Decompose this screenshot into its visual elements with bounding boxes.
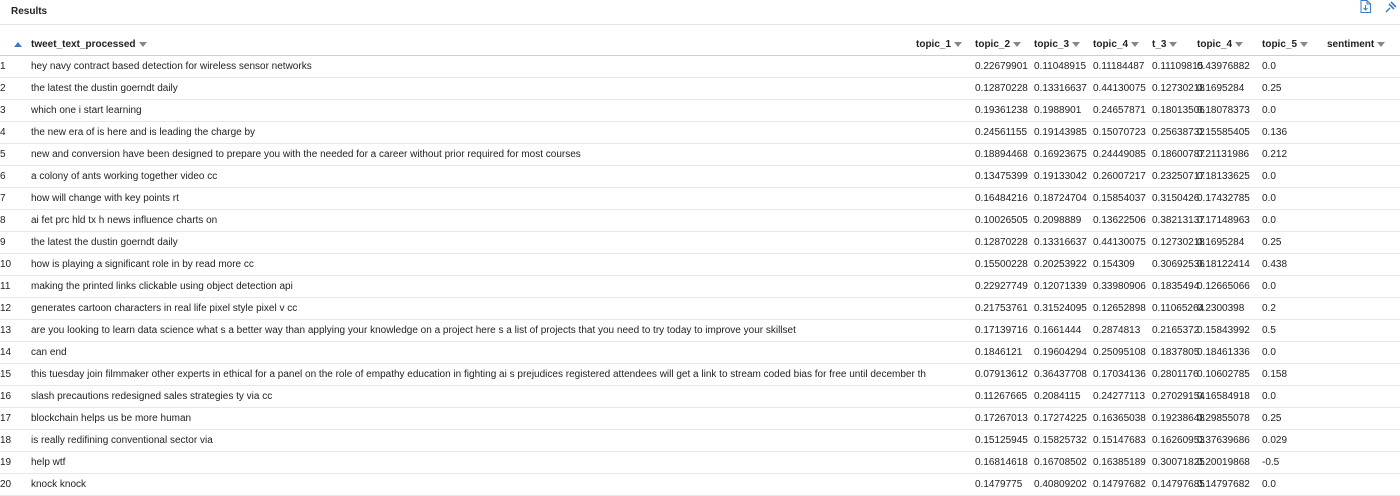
sentiment-cell xyxy=(1327,56,1400,78)
header-row xyxy=(0,33,1400,56)
topic-5-cell: 0.25 xyxy=(1262,78,1327,100)
t-3-cell: 0.30071825 xyxy=(1152,452,1197,474)
topic-5-cell: 0.158 xyxy=(1262,364,1327,386)
results-header xyxy=(0,0,1400,25)
topic-4-cell: 0.25095108 xyxy=(1093,342,1152,364)
topic-5-cell: 0.0 xyxy=(1262,474,1327,496)
topic-3-cell: 0.11048915 xyxy=(1034,56,1093,78)
sentiment-cell xyxy=(1327,342,1400,364)
topic-1-cell xyxy=(916,430,975,452)
topic-2-cell: 0.1846121 xyxy=(975,342,1034,364)
column-header-label: topic_2 xyxy=(975,38,1011,50)
column-header-label: topic_4 xyxy=(1093,38,1129,50)
table-row[interactable] xyxy=(0,100,1400,122)
t-3-cell: 0.12730218 xyxy=(1152,78,1197,100)
topic-4b-cell: 0.18078373 xyxy=(1197,100,1262,122)
topic-4-cell: 0.12652898 xyxy=(1093,298,1152,320)
t-3-cell: 0.19238648 xyxy=(1152,408,1197,430)
row-index: 13 xyxy=(0,320,31,342)
topic-4-cell: 0.26007217 xyxy=(1093,166,1152,188)
topic-2-cell: 0.12870228 xyxy=(975,78,1034,100)
row-index: 4 xyxy=(0,122,31,144)
t-3-cell: 0.25638732 xyxy=(1152,122,1197,144)
topic-4-cell: 0.2874813 xyxy=(1093,320,1152,342)
topic-4b-cell: 0.16584918 xyxy=(1197,386,1262,408)
table-row[interactable] xyxy=(0,452,1400,474)
topic-3-cell: 0.15825732 xyxy=(1034,430,1093,452)
row-index: 20 xyxy=(0,474,31,496)
row-index: 1 xyxy=(0,56,31,78)
tweet-text-cell: a colony of ants working together video cc xyxy=(31,166,916,188)
topic-3-cell: 0.1988901 xyxy=(1034,100,1093,122)
table-row[interactable] xyxy=(0,320,1400,342)
tweet-text-cell: this tuesday join filmmaker other experts in ethical for a panel on the role of empathy education in fighting ai s prejudices registered attendees will get a link to stream coded bias for free until december th xyxy=(31,364,916,386)
row-index: 19 xyxy=(0,452,31,474)
table-row[interactable] xyxy=(0,188,1400,210)
topic-3-cell: 0.16923675 xyxy=(1034,144,1093,166)
topic-4-cell: 0.44130075 xyxy=(1093,78,1152,100)
t-3-cell: 0.1835494 xyxy=(1152,276,1197,298)
column-header-label: topic_5 xyxy=(1262,38,1298,50)
t-3-cell: 0.27029154 xyxy=(1152,386,1197,408)
table-row[interactable] xyxy=(0,78,1400,100)
topic-1-cell xyxy=(916,210,975,232)
export-icon[interactable] xyxy=(1360,0,1374,14)
topic-3-cell: 0.31524095 xyxy=(1034,298,1093,320)
topic-3-cell: 0.19143985 xyxy=(1034,122,1093,144)
row-index: 9 xyxy=(0,232,31,254)
chevron-down-icon[interactable] xyxy=(139,42,147,47)
topic-3-cell: 0.19604294 xyxy=(1034,342,1093,364)
topic-5-cell: 0.5 xyxy=(1262,320,1327,342)
row-index: 12 xyxy=(0,298,31,320)
column-header-label: topic_1 xyxy=(916,38,952,50)
topic-5-cell: 0.0 xyxy=(1262,100,1327,122)
chevron-down-icon[interactable] xyxy=(954,42,962,47)
topic-1-cell xyxy=(916,276,975,298)
topic-1-cell xyxy=(916,408,975,430)
column-header-tweet-text[interactable] xyxy=(31,33,916,56)
column-header-topic-4-second[interactable] xyxy=(1197,33,1262,56)
topic-4b-cell: 0.1695284 xyxy=(1197,232,1262,254)
t-3-cell: 0.16260953 xyxy=(1152,430,1197,452)
topic-5-cell: 0.029 xyxy=(1262,430,1327,452)
topic-1-cell xyxy=(916,452,975,474)
topic-5-cell: 0.0 xyxy=(1262,342,1327,364)
t-3-cell: 0.2801176 xyxy=(1152,364,1197,386)
column-header-sentiment[interactable] xyxy=(1327,33,1400,56)
t-3-cell: 0.23250717 xyxy=(1152,166,1197,188)
sentiment-cell xyxy=(1327,386,1400,408)
t-3-cell: 0.30692536 xyxy=(1152,254,1197,276)
topic-5-cell: -0.5 xyxy=(1262,452,1327,474)
t-3-cell: 0.18600787 xyxy=(1152,144,1197,166)
tweet-text-cell: new and conversion have been designed to prepare you with the needed for a career without prior required for most courses xyxy=(31,144,916,166)
column-header-topic-4[interactable] xyxy=(1093,33,1152,56)
sentiment-cell xyxy=(1327,232,1400,254)
column-header-label: tweet_text_processed xyxy=(31,38,136,50)
pin-icon[interactable] xyxy=(1384,0,1398,14)
topic-4-cell: 0.16385189 xyxy=(1093,452,1152,474)
topic-2-cell: 0.07913612 xyxy=(975,364,1034,386)
sentiment-cell xyxy=(1327,298,1400,320)
table-row[interactable] xyxy=(0,408,1400,430)
topic-3-cell: 0.18724704 xyxy=(1034,188,1093,210)
topic-4b-cell: 0.20019868 xyxy=(1197,452,1262,474)
topic-5-cell: 0.136 xyxy=(1262,122,1327,144)
t-3-cell: 0.11065264 xyxy=(1152,298,1197,320)
topic-4b-cell: 0.2300398 xyxy=(1197,298,1262,320)
topic-4-cell: 0.13622506 xyxy=(1093,210,1152,232)
tweet-text-cell: the latest the dustin goerndt daily xyxy=(31,78,916,100)
topic-4b-cell: 0.1695284 xyxy=(1197,78,1262,100)
topic-2-cell: 0.15500228 xyxy=(975,254,1034,276)
topic-2-cell: 0.16814618 xyxy=(975,452,1034,474)
topic-5-cell: 0.0 xyxy=(1262,166,1327,188)
topic-4b-cell: 0.12665066 xyxy=(1197,276,1262,298)
sentiment-cell xyxy=(1327,254,1400,276)
table-row[interactable] xyxy=(0,232,1400,254)
topic-5-cell: 0.438 xyxy=(1262,254,1327,276)
row-index: 7 xyxy=(0,188,31,210)
column-header-topic-5[interactable] xyxy=(1262,33,1327,56)
table-row[interactable] xyxy=(0,144,1400,166)
table-row[interactable] xyxy=(0,276,1400,298)
topic-3-cell: 0.13316637 xyxy=(1034,232,1093,254)
topic-2-cell: 0.22927749 xyxy=(975,276,1034,298)
sentiment-cell xyxy=(1327,364,1400,386)
topic-1-cell xyxy=(916,386,975,408)
topic-4-cell: 0.154309 xyxy=(1093,254,1152,276)
tweet-text-cell: making the printed links clickable using object detection api xyxy=(31,276,916,298)
results-table xyxy=(0,33,1400,496)
topic-4-cell: 0.24449085 xyxy=(1093,144,1152,166)
row-index: 2 xyxy=(0,78,31,100)
column-header-label: sentiment xyxy=(1327,38,1375,50)
topic-4-cell: 0.17034136 xyxy=(1093,364,1152,386)
tweet-text-cell: generates cartoon characters in real life pixel style pixel v cc xyxy=(31,298,916,320)
chevron-down-icon[interactable] xyxy=(1169,42,1177,47)
topic-4b-cell: 0.14797682 xyxy=(1197,474,1262,496)
topic-5-cell: 0.25 xyxy=(1262,408,1327,430)
table-row[interactable] xyxy=(0,298,1400,320)
sentiment-cell xyxy=(1327,320,1400,342)
sort-column-header[interactable] xyxy=(0,33,31,56)
topic-4b-cell: 0.15843992 xyxy=(1197,320,1262,342)
sort-ascending-icon[interactable] xyxy=(14,42,22,47)
topic-1-cell xyxy=(916,100,975,122)
topic-1-cell xyxy=(916,474,975,496)
table-row[interactable] xyxy=(0,386,1400,408)
sentiment-cell xyxy=(1327,430,1400,452)
column-header-t-3[interactable] xyxy=(1152,33,1197,56)
topic-2-cell: 0.11267665 xyxy=(975,386,1034,408)
t-3-cell: 0.38213137 xyxy=(1152,210,1197,232)
tweet-text-cell: are you looking to learn data science what s a better way than applying your knowledge on a project here s a list of projects that you need to try today to improve your skillset xyxy=(31,320,916,342)
topic-3-cell: 0.12071339 xyxy=(1034,276,1093,298)
topic-5-cell: 0.25 xyxy=(1262,232,1327,254)
row-index: 17 xyxy=(0,408,31,430)
t-3-cell: 0.3150426 xyxy=(1152,188,1197,210)
row-index: 6 xyxy=(0,166,31,188)
topic-4b-cell: 0.18122414 xyxy=(1197,254,1262,276)
topic-3-cell: 0.2084115 xyxy=(1034,386,1093,408)
tweet-text-cell: knock knock xyxy=(31,474,916,496)
chevron-down-icon[interactable] xyxy=(1377,42,1385,47)
topic-5-cell: 0.0 xyxy=(1262,56,1327,78)
topic-5-cell: 0.0 xyxy=(1262,210,1327,232)
topic-5-cell: 0.0 xyxy=(1262,386,1327,408)
t-3-cell: 0.18013506 xyxy=(1152,100,1197,122)
row-index: 3 xyxy=(0,100,31,122)
topic-3-cell: 0.20253922 xyxy=(1034,254,1093,276)
row-index: 15 xyxy=(0,364,31,386)
topic-3-cell: 0.40809202 xyxy=(1034,474,1093,496)
column-header-label: t_3 xyxy=(1152,38,1167,50)
topic-4-cell: 0.14797682 xyxy=(1093,474,1152,496)
topic-5-cell: 0.0 xyxy=(1262,276,1327,298)
topic-4b-cell: 0.17148963 xyxy=(1197,210,1262,232)
row-index: 5 xyxy=(0,144,31,166)
topic-4b-cell: 0.21131986 xyxy=(1197,144,1262,166)
topic-4-cell: 0.44130075 xyxy=(1093,232,1152,254)
topic-1-cell xyxy=(916,56,975,78)
topic-4-cell: 0.11184487 xyxy=(1093,56,1152,78)
row-index: 11 xyxy=(0,276,31,298)
table-row[interactable] xyxy=(0,122,1400,144)
sentiment-cell xyxy=(1327,276,1400,298)
column-header-label: topic_3 xyxy=(1034,38,1070,50)
topic-4b-cell: 0.15585405 xyxy=(1197,122,1262,144)
row-index: 10 xyxy=(0,254,31,276)
row-index: 8 xyxy=(0,210,31,232)
tweet-text-cell: hey navy contract based detection for wireless sensor networks xyxy=(31,56,916,78)
topic-4b-cell: 0.18133625 xyxy=(1197,166,1262,188)
column-header-topic-1[interactable] xyxy=(916,33,975,56)
topic-2-cell: 0.24561155 xyxy=(975,122,1034,144)
topic-1-cell xyxy=(916,232,975,254)
topic-2-cell: 0.19361238 xyxy=(975,100,1034,122)
topic-1-cell xyxy=(916,166,975,188)
table-body xyxy=(0,56,1400,496)
topic-1-cell xyxy=(916,188,975,210)
tweet-text-cell: slash precautions redesigned sales strategies ty via cc xyxy=(31,386,916,408)
chevron-down-icon[interactable] xyxy=(1013,42,1021,47)
topic-4b-cell: 0.43976882 xyxy=(1197,56,1262,78)
topic-4-cell: 0.15070723 xyxy=(1093,122,1152,144)
topic-1-cell xyxy=(916,78,975,100)
topic-3-cell: 0.19133042 xyxy=(1034,166,1093,188)
t-3-cell: 0.11109815 xyxy=(1152,56,1197,78)
topic-2-cell: 0.1479775 xyxy=(975,474,1034,496)
tweet-text-cell: the new era of is here and is leading the charge by xyxy=(31,122,916,144)
topic-3-cell: 0.2098889 xyxy=(1034,210,1093,232)
results-title: Results xyxy=(11,6,48,17)
sentiment-cell xyxy=(1327,100,1400,122)
column-header-topic-2[interactable] xyxy=(975,33,1034,56)
topic-1-cell xyxy=(916,320,975,342)
chevron-down-icon[interactable] xyxy=(1131,42,1139,47)
topic-2-cell: 0.21753761 xyxy=(975,298,1034,320)
tweet-text-cell: which one i start learning xyxy=(31,100,916,122)
sentiment-cell xyxy=(1327,474,1400,496)
sentiment-cell xyxy=(1327,188,1400,210)
table-row[interactable] xyxy=(0,430,1400,452)
tweet-text-cell: the latest the dustin goerndt daily xyxy=(31,232,916,254)
topic-5-cell: 0.212 xyxy=(1262,144,1327,166)
chevron-down-icon[interactable] xyxy=(1300,42,1308,47)
table-row[interactable] xyxy=(0,364,1400,386)
topic-5-cell: 0.0 xyxy=(1262,188,1327,210)
tweet-text-cell: how is playing a significant role in by read more cc xyxy=(31,254,916,276)
topic-2-cell: 0.18894468 xyxy=(975,144,1034,166)
topic-3-cell: 0.17274225 xyxy=(1034,408,1093,430)
topic-4-cell: 0.15147683 xyxy=(1093,430,1152,452)
table-row[interactable] xyxy=(0,254,1400,276)
topic-1-cell xyxy=(916,342,975,364)
tweet-text-cell: can end xyxy=(31,342,916,364)
tweet-text-cell: blockchain helps us be more human xyxy=(31,408,916,430)
topic-2-cell: 0.17139716 xyxy=(975,320,1034,342)
tweet-text-cell: how will change with key points rt xyxy=(31,188,916,210)
sentiment-cell xyxy=(1327,166,1400,188)
row-index: 16 xyxy=(0,386,31,408)
topic-2-cell: 0.22679901 xyxy=(975,56,1034,78)
topic-3-cell: 0.1661444 xyxy=(1034,320,1093,342)
topic-4b-cell: 0.17432785 xyxy=(1197,188,1262,210)
t-3-cell: 0.14797685 xyxy=(1152,474,1197,496)
column-header-label: topic_4 xyxy=(1197,38,1233,50)
t-3-cell: 0.1837805 xyxy=(1152,342,1197,364)
topic-4-cell: 0.16365038 xyxy=(1093,408,1152,430)
table-row[interactable] xyxy=(0,56,1400,78)
topic-3-cell: 0.36437708 xyxy=(1034,364,1093,386)
topic-1-cell xyxy=(916,298,975,320)
row-index: 18 xyxy=(0,430,31,452)
table-row[interactable] xyxy=(0,166,1400,188)
topic-4-cell: 0.15854037 xyxy=(1093,188,1152,210)
topic-4-cell: 0.24277113 xyxy=(1093,386,1152,408)
topic-2-cell: 0.16484216 xyxy=(975,188,1034,210)
row-index: 14 xyxy=(0,342,31,364)
sentiment-cell xyxy=(1327,144,1400,166)
topic-2-cell: 0.10026505 xyxy=(975,210,1034,232)
sentiment-cell xyxy=(1327,408,1400,430)
topic-1-cell xyxy=(916,254,975,276)
topic-2-cell: 0.15125945 xyxy=(975,430,1034,452)
topic-5-cell: 0.2 xyxy=(1262,298,1327,320)
topic-4-cell: 0.33980906 xyxy=(1093,276,1152,298)
topic-2-cell: 0.12870228 xyxy=(975,232,1034,254)
topic-4b-cell: 0.37639686 xyxy=(1197,430,1262,452)
sentiment-cell xyxy=(1327,210,1400,232)
topic-4b-cell: 0.18461336 xyxy=(1197,342,1262,364)
column-header-topic-3[interactable] xyxy=(1034,33,1093,56)
table-row[interactable] xyxy=(0,474,1400,496)
topic-3-cell: 0.13316637 xyxy=(1034,78,1093,100)
sentiment-cell xyxy=(1327,122,1400,144)
tweet-text-cell: is really redifining conventional sector via xyxy=(31,430,916,452)
t-3-cell: 0.12730218 xyxy=(1152,232,1197,254)
topic-4b-cell: 0.29855078 xyxy=(1197,408,1262,430)
topic-2-cell: 0.13475399 xyxy=(975,166,1034,188)
tweet-text-cell: ai fet prc hld tx h news influence charts on xyxy=(31,210,916,232)
topic-4b-cell: 0.10602785 xyxy=(1197,364,1262,386)
sentiment-cell xyxy=(1327,78,1400,100)
topic-3-cell: 0.16708502 xyxy=(1034,452,1093,474)
tweet-text-cell: help wtf xyxy=(31,452,916,474)
topic-2-cell: 0.17267013 xyxy=(975,408,1034,430)
t-3-cell: 0.2165372 xyxy=(1152,320,1197,342)
sentiment-cell xyxy=(1327,452,1400,474)
table-row[interactable] xyxy=(0,342,1400,364)
topic-4-cell: 0.24657871 xyxy=(1093,100,1152,122)
table-row[interactable] xyxy=(0,210,1400,232)
chevron-down-icon[interactable] xyxy=(1072,42,1080,47)
topic-1-cell xyxy=(916,122,975,144)
topic-1-cell xyxy=(916,144,975,166)
chevron-down-icon[interactable] xyxy=(1235,42,1243,47)
